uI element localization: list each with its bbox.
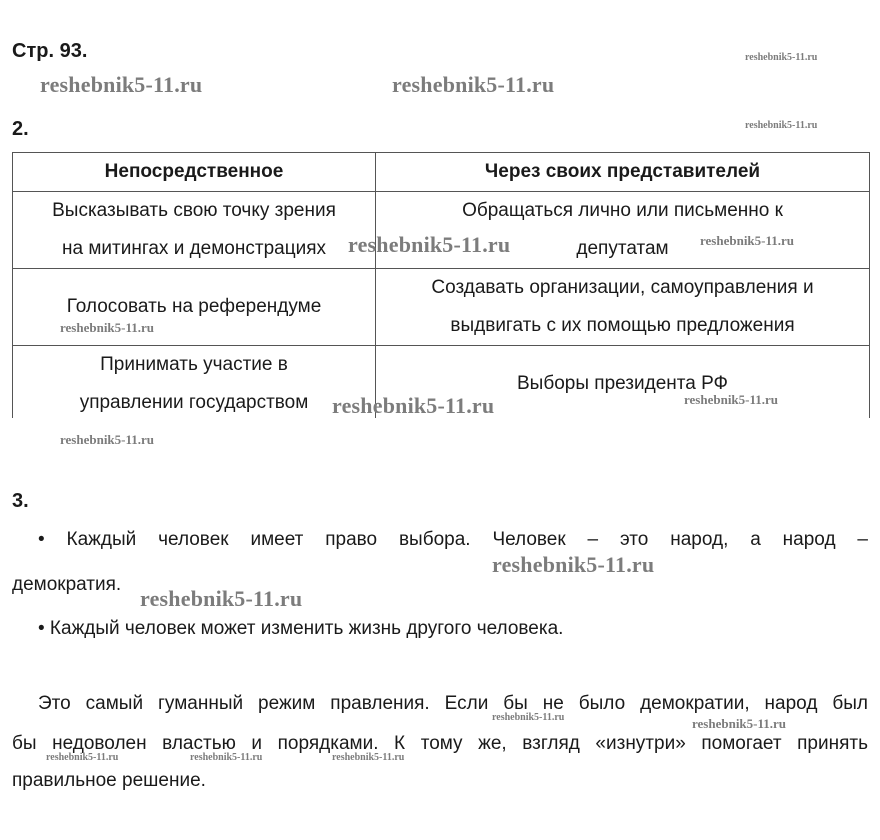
paragraph-line-3: правильное решение. [12,770,206,791]
bullet-1-line-2: демократия. [12,574,122,595]
bullet-1-line-1: • Каждый человек имеет право выбора. Человек – это народ, а народ – [38,529,868,550]
paragraph-line-2: бы недоволен властью и порядками. К тому же, взгляд «изнутри» помогает принять [12,733,868,754]
page-number: Стр. 93. [12,40,88,62]
watermark: reshebnik5-11.ru [684,392,779,407]
paragraph-line-1: Это самый гуманный режим правления. Если бы не было демократии, народ был [38,693,868,714]
watermark: reshebnik5-11.ru [700,233,795,248]
watermark: reshebnik5-11.ru [40,72,203,97]
bullet-2: • Каждый человек может изменить жизнь другого человека. [38,618,564,639]
watermark: reshebnik5-11.ru [332,393,495,418]
watermark: reshebnik5-11.ru [492,552,655,577]
watermark: reshebnik5-11.ru [392,72,555,97]
watermark: reshebnik5-11.ru [348,232,511,257]
watermark: reshebnik5-11.ru [692,716,787,731]
section-3-number: 3. [12,490,29,512]
watermark: reshebnik5-11.ru [745,120,818,131]
table-header: Через своих представителей [376,153,870,192]
table-cell: Обращаться лично или письменно к депутатам [376,192,870,269]
watermark: reshebnik5-11.ru [140,586,303,611]
section-2-number: 2. [12,118,29,140]
table-cell: Высказывать свою точку зрения на митингах и демонстрациях [13,192,376,269]
democracy-forms-table [12,152,870,423]
watermark: reshebnik5-11.ru [190,752,263,763]
table-cell: Выборы президента РФ [376,346,870,423]
table-cutoff [0,418,880,432]
table-cell: Принимать участие в управлении государством [13,346,376,423]
watermark: reshebnik5-11.ru [60,320,155,335]
watermark: reshebnik5-11.ru [492,712,565,723]
table-cell: Голосовать на референдуме [13,269,376,346]
watermark: reshebnik5-11.ru [332,752,405,763]
table-header-row [13,153,870,192]
watermark: reshebnik5-11.ru [46,752,119,763]
watermark: reshebnik5-11.ru [745,52,818,63]
watermark: reshebnik5-11.ru [60,432,155,447]
table-cell: Создавать организации, самоуправления и выдвигать с их помощью предложения [376,269,870,346]
table-header: Непосредственное [13,153,376,192]
